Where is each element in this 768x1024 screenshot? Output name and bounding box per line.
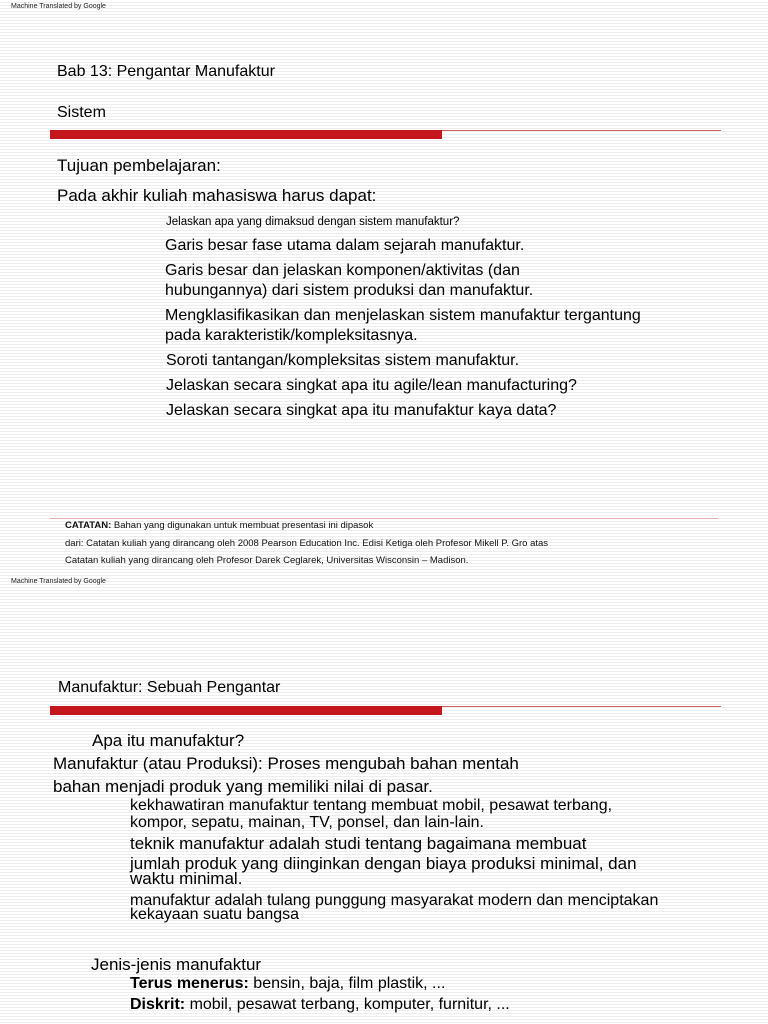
question-heading: Apa itu manufaktur? — [92, 731, 245, 750]
sub-point: jumlah produk yang diinginkan dengan biaya produksi minimal, dan — [130, 854, 637, 873]
objective-item: pada karakteristik/kompleksitasnya. — [165, 327, 418, 344]
sub-point: waktu minimal. — [130, 869, 243, 888]
objective-item: hubungannya) dari sistem produksi dan manufaktur. — [165, 282, 534, 299]
objectives-heading: Tujuan pembelajaran: — [57, 156, 221, 175]
objective-item: Jelaskan secara singkat apa itu agile/lean manufacturing? — [166, 377, 577, 394]
note-divider — [50, 518, 718, 519]
objective-item: Garis besar fase utama dalam sejarah manufaktur. — [165, 237, 525, 254]
type-text: mobil, pesawat terbang, komputer, furnitur, ... — [185, 996, 510, 1013]
sub-point: manufaktur adalah tulang punggung masyarakat modern dan menciptakan — [130, 892, 659, 909]
objectives-intro: Pada akhir kuliah mahasiswa harus dapat: — [57, 186, 377, 205]
sub-point: kekhawatiran manufaktur tentang membuat mobil, pesawat terbang, — [130, 797, 613, 814]
watermark-top: Machine Translated by Google — [11, 3, 106, 10]
title-underline-thin — [442, 130, 721, 131]
objective-item: Jelaskan apa yang dimaksud dengan sistem manufaktur? — [166, 216, 460, 228]
slide1-title-line2: Sistem — [57, 104, 106, 121]
title-underline-thick — [50, 706, 442, 715]
type-continuous — [130, 975, 445, 993]
title-underline-thick — [50, 130, 442, 139]
note-line-1 — [65, 520, 373, 531]
note-text: Bahan yang digunakan untuk membuat presentasi ini dipasok — [113, 520, 374, 531]
definition-line-2: bahan menjadi produk yang memiliki nilai di pasar. — [53, 777, 433, 796]
type-label: Terus menerus: — [130, 975, 249, 992]
sub-point: teknik manufaktur adalah studi tentang bagaimana membuat — [130, 834, 587, 853]
types-heading: Jenis-jenis manufaktur — [91, 955, 262, 974]
type-discrete — [130, 996, 510, 1014]
note-line-2: dari: Catatan kuliah yang dirancang oleh 2008 Pearson Education Inc. Edisi Ketiga oleh Profesor Mikell P. Gro atas — [65, 538, 549, 549]
title-underline-thin — [442, 706, 721, 707]
objective-item: Soroti tantangan/kompleksitas sistem manufaktur. — [166, 352, 520, 369]
watermark-middle: Machine Translated by Google — [11, 578, 106, 585]
slide2-title: Manufaktur: Sebuah Pengantar — [58, 679, 281, 696]
sub-point: kompor, sepatu, mainan, TV, ponsel, dan lain-lain. — [130, 814, 484, 831]
objective-item: Garis besar dan jelaskan komponen/aktivitas (dan — [165, 262, 520, 279]
type-text: bensin, baja, film plastik, ... — [248, 975, 446, 992]
slide1-title-line1: Bab 13: Pengantar Manufaktur — [57, 63, 275, 80]
note-label: CATATAN: — [65, 520, 112, 531]
sub-point: kekayaan suatu bangsa — [130, 906, 300, 923]
objective-item: Mengklasifikasikan dan menjelaskan sistem manufaktur tergantung — [165, 307, 641, 324]
definition-line-1: Manufaktur (atau Produksi): Proses mengubah bahan mentah — [53, 754, 519, 773]
objective-item: Jelaskan secara singkat apa itu manufaktur kaya data? — [166, 402, 557, 419]
type-label: Diskrit: — [130, 996, 186, 1013]
note-line-3: Catatan kuliah yang dirancang oleh Profesor Darek Ceglarek, Universitas Wisconsin – Madison. — [65, 555, 469, 566]
